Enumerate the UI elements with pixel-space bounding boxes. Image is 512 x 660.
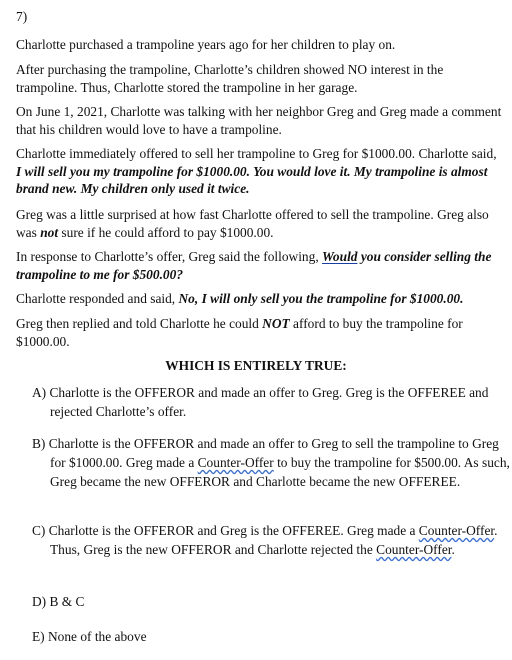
question-heading: WHICH IS ENTIRELY TRUE: [165, 358, 347, 373]
emphasis-not: not [40, 224, 59, 240]
paragraph-greg-surprised-text-a: Greg was a little surprised at how fast Charlotte offered to sell the trampoline. Greg also was [16, 207, 489, 240]
option-e[interactable] [32, 627, 492, 646]
paragraph-greg-reply-text-b: afford to buy the trampoline for $1000.00. [16, 316, 463, 349]
paragraph-charlotte-response-text: Charlotte responded and said, [16, 291, 179, 306]
greg-counter-quote: you consider selling the trampoline to me for $500.00? [16, 249, 492, 282]
word-would: Would [322, 249, 358, 264]
option-b-text-2: to buy the trampoline for $500.00. As such, Greg became the new OFFEROR and Charlotte became the new OFFEREE. [50, 455, 510, 489]
paragraph-greg-response-text: In response to Charlotte’s offer, Greg said the following, [16, 249, 323, 264]
paragraph-greg-response [16, 248, 502, 283]
option-c-text-2: . Thus, Greg is the new OFFEROR and Charlotte rejected the [50, 523, 498, 557]
option-b-text-1: B) Charlotte is the OFFEROR and made an offer to Greg to sell the trampoline to Greg for $1000.00. Greg made a [32, 436, 499, 470]
paragraph-greg-reply [16, 315, 502, 350]
option-a[interactable] [32, 383, 510, 421]
paragraph-offer [16, 145, 502, 198]
paragraph-no-interest [16, 61, 502, 96]
paragraph-greg-surprised-text-b: sure if he could afford to pay $1000.00. [58, 224, 274, 240]
counter-offer-term: Counter-Offer [376, 542, 452, 557]
counter-offer-term: Counter-Offer [197, 455, 274, 470]
emphasis-NOT: NOT [262, 316, 290, 331]
option-d-text: D) B & C [32, 594, 85, 609]
option-c-text-3: . [451, 542, 455, 557]
paragraph-greg-reply-text-a: Greg then replied and told Charlotte he could [16, 316, 263, 331]
option-c-text-1: C) Charlotte is the OFFEROR and Greg is the OFFEREE. Greg made a [32, 523, 419, 538]
option-b[interactable] [32, 434, 510, 491]
paragraph-offer-text: Charlotte immediately offered to sell her trampoline to Greg for $1000.00. Charlotte said, [16, 146, 497, 161]
option-e-text: E) None of the above [32, 629, 147, 644]
paragraph-no-interest-text: After purchasing the trampoline, Charlotte’s children showed NO interest in the trampoline. Thus, Charlotte stored the trampoline in her garage. [16, 62, 444, 95]
option-d[interactable] [32, 592, 492, 611]
paragraph-charlotte-response [16, 290, 502, 308]
charlotte-response-quote: No, I will only sell you the trampoline for $1000.00. [178, 291, 464, 306]
paragraph-purchase-text: Charlotte purchased a trampoline years ago for her children to play on. [16, 37, 396, 52]
paragraph-greg-surprised [16, 206, 502, 241]
paragraph-neighbor [16, 103, 502, 138]
option-a-text: A) Charlotte is the OFFEROR and made an offer to Greg. Greg is the OFFEREE and rejected Charlotte’s offer. [32, 385, 489, 419]
option-c[interactable] [32, 521, 510, 559]
question-number: 7) [16, 9, 28, 24]
counter-offer-term: Counter-Offer [418, 523, 495, 538]
paragraph-neighbor-text: On June 1, 2021, Charlotte was talking with her neighbor Greg and Greg made a comment that his children would love to have a trampoline. [16, 104, 502, 137]
paragraph-purchase [16, 36, 502, 54]
charlotte-offer-quote: I will sell you my trampoline for $1000.00. You would love it. My trampoline is almost brand new. My children only used it twice. [16, 163, 488, 196]
